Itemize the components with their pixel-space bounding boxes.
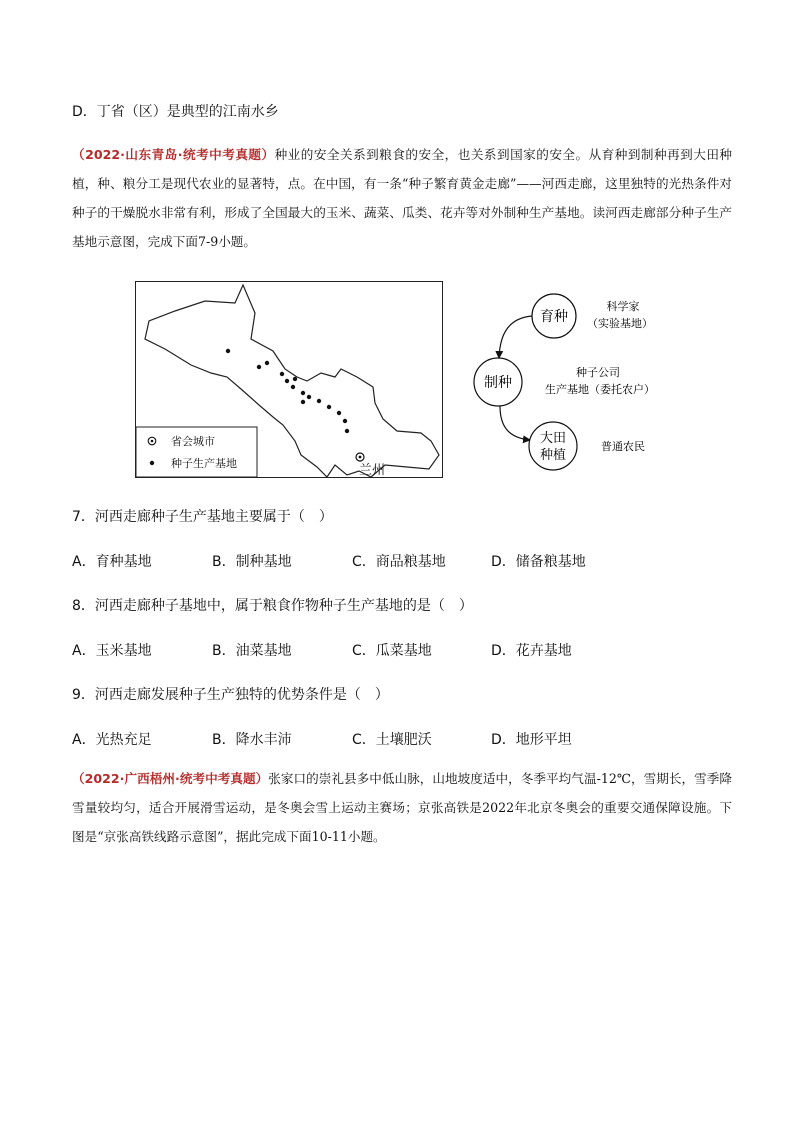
source-tag: （2022·广西梧州·统考中考真题） xyxy=(72,771,269,786)
base-dot xyxy=(307,395,311,399)
label-seed-company: 种子公司 xyxy=(576,366,620,379)
node-field-planting-label-2: 种植 xyxy=(539,448,567,463)
node-production-label: 制种 xyxy=(484,375,512,391)
node-field-planting-label-1: 大田 xyxy=(539,431,567,446)
question-intro-10-11 xyxy=(72,764,732,851)
question-8-stem: 8．河西走廊种子基地中，属于粮食作物种子生产基地的是（ ） xyxy=(72,598,473,614)
lanzhou-city-icon xyxy=(356,453,364,461)
base-dot xyxy=(280,372,284,376)
base-dot xyxy=(343,419,347,423)
label-ordinary-farmers: 普通农民 xyxy=(601,440,645,453)
node-breeding-label: 育种 xyxy=(540,309,568,325)
source-tag: （2022·山东青岛·统考中考真题） xyxy=(72,147,275,162)
intro-text: 种业的安全关系到粮食的安全，也关系到国家的安全。从育种到制种再到大田种植，种、粮分工是现代农业的显著特，点。在中国，有一条“种子繁育黄金走廊”——河西走廊，这里独特的光热条件对种子的干燥脱水非常有利，形成了全国最大的玉米、蔬菜、瓜类、花卉等对外制种生产基地。读河西走廊部分种子生产基地示意图，完成下面7-9小题。 xyxy=(72,147,732,249)
base-dot xyxy=(345,429,349,433)
question-7-stem: 7．河西走廊种子生产基地主要属于（ ） xyxy=(72,509,333,525)
base-dot xyxy=(337,411,341,415)
base-dot xyxy=(257,365,261,369)
arrow-breeding-to-production xyxy=(499,316,532,358)
q8-option-a[interactable]: A．玉米基地 xyxy=(72,643,152,659)
option-d-previous: D．丁省（区）是典型的江南水乡 xyxy=(72,104,279,120)
seed-industry-flowchart xyxy=(470,288,700,478)
q7-option-a[interactable]: A．育种基地 xyxy=(72,554,152,570)
city-label-lanzhou: 兰州 xyxy=(359,463,386,478)
q8-option-c[interactable]: C．瓜菜基地 xyxy=(352,643,432,659)
q8-option-d[interactable]: D．花卉基地 xyxy=(491,643,572,659)
q7-option-c[interactable]: C．商品粮基地 xyxy=(352,554,446,570)
intro-text: 张家口的崇礼县多中低山脉，山地坡度适中，冬季平均气温-12℃，雪期长，雪季降雪量较均匀，适合开展滑雪运动，是冬奥会雪上运动主赛场；京张高铁是2022年北京冬奥会的重要交通保障设施。下图是“京张高铁线路示意图”，据此完成下面10-11小题。 xyxy=(72,771,732,844)
question-9-stem: 9．河西走廊发展种子生产独特的优势条件是（ ） xyxy=(72,687,389,703)
seed-base-icon xyxy=(150,461,154,465)
q9-option-d[interactable]: D．地形平坦 xyxy=(491,732,572,748)
base-dot xyxy=(285,379,289,383)
base-dot xyxy=(291,385,295,389)
label-production-base: 生产基地（委托农户） xyxy=(545,383,655,396)
question-intro-7-9 xyxy=(72,140,732,256)
legend-label-capital: 省会城市 xyxy=(171,435,215,448)
capital-city-icon xyxy=(148,437,156,445)
legend-label-base: 种子生产基地 xyxy=(171,457,237,470)
base-dot xyxy=(301,391,305,395)
base-dot xyxy=(226,349,230,353)
q9-option-a[interactable]: A．光热充足 xyxy=(72,732,152,748)
hexi-corridor-map xyxy=(135,281,443,478)
base-dot xyxy=(265,361,269,365)
base-dot xyxy=(301,400,305,404)
base-dot xyxy=(327,405,331,409)
base-dot xyxy=(293,377,297,381)
q9-option-c[interactable]: C．土壤肥沃 xyxy=(352,732,432,748)
base-dot xyxy=(317,399,321,403)
label-scientists: 科学家 xyxy=(606,300,640,313)
q8-option-b[interactable]: B．油菜基地 xyxy=(212,643,292,659)
q7-option-b[interactable]: B．制种基地 xyxy=(212,554,292,570)
arrow-production-to-planting xyxy=(500,406,530,440)
q7-option-d[interactable]: D．储备粮基地 xyxy=(491,554,586,570)
label-experiment-base: （实验基地） xyxy=(587,317,653,330)
q9-option-b[interactable]: B．降水丰沛 xyxy=(212,732,292,748)
